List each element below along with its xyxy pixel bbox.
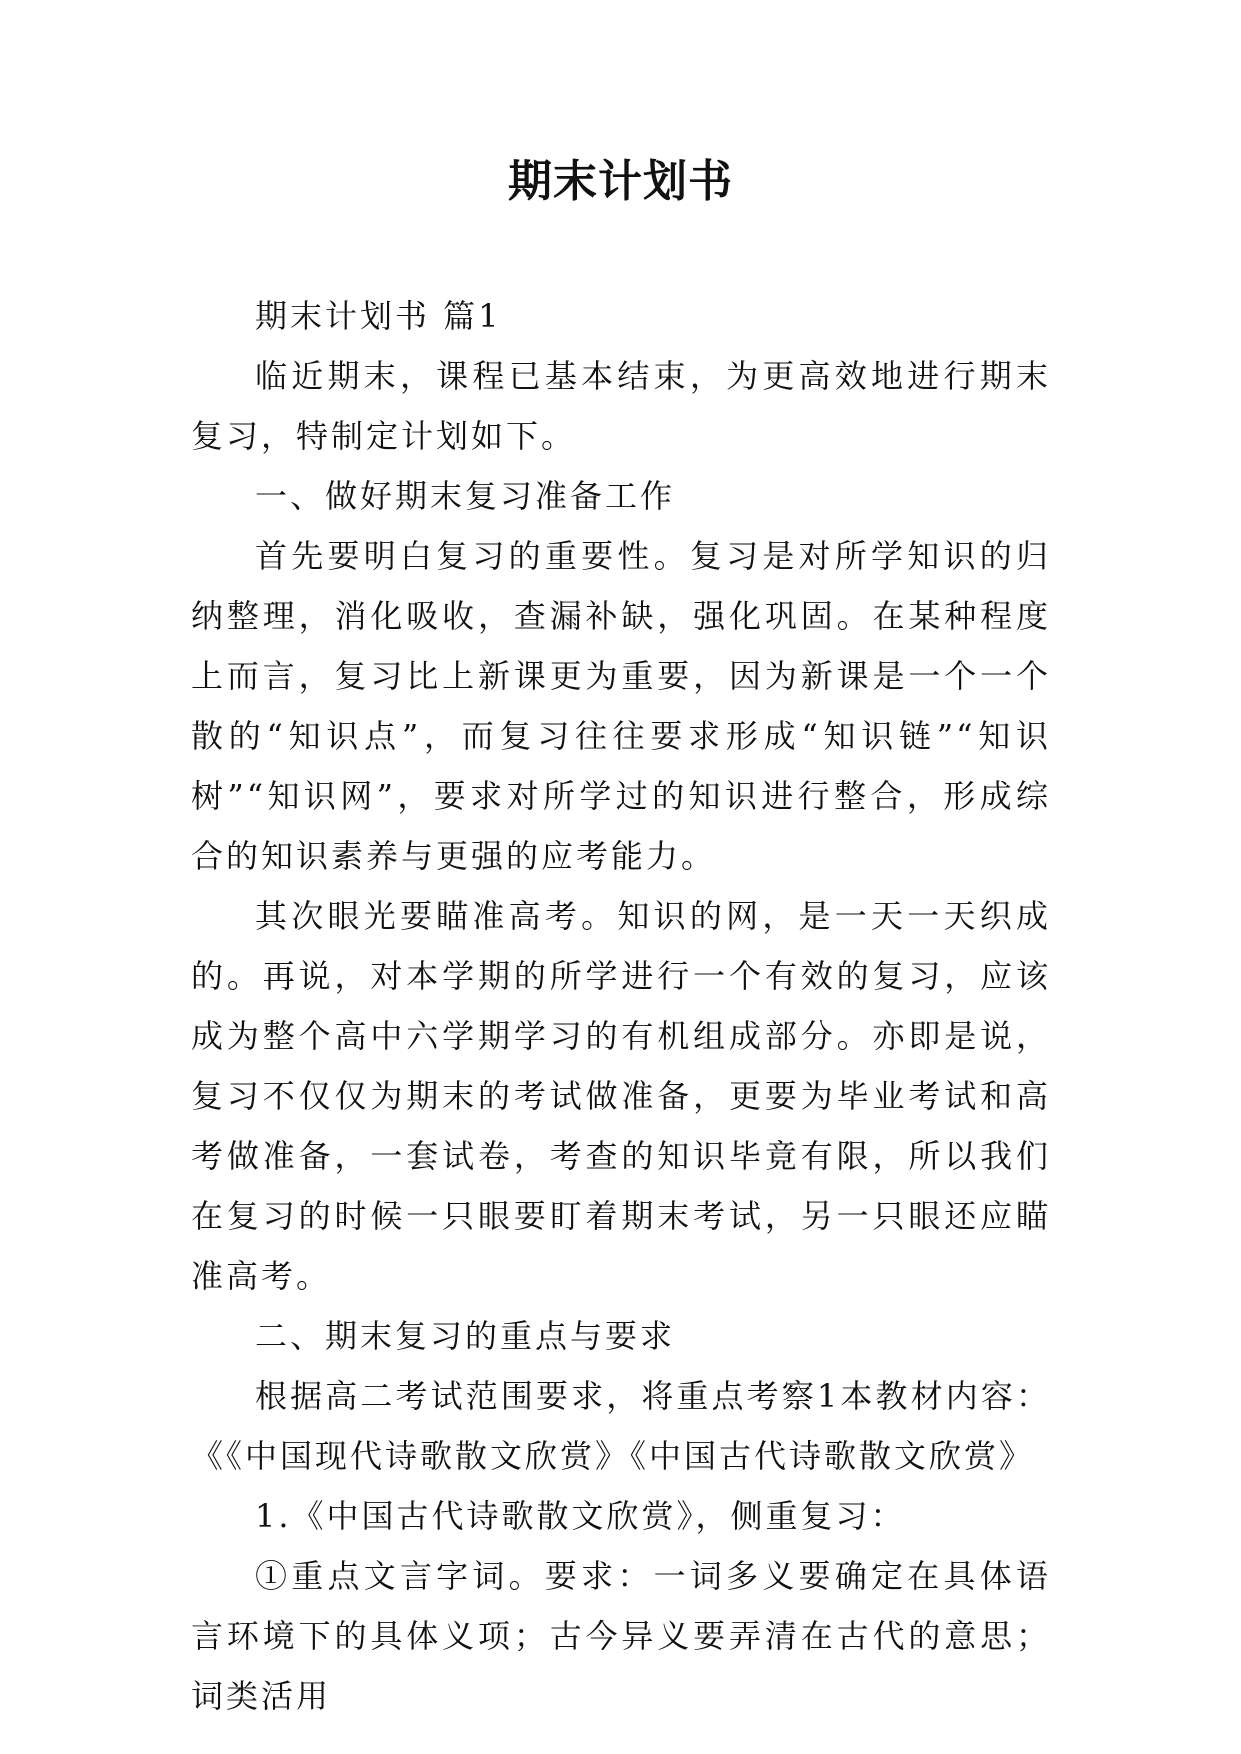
paragraph-scope: 根据高二考试范围要求，将重点考察1本教材内容：《《中国现代诗歌散文欣赏》《中国古代诗歌散文欣赏》 [191,1377,1051,1475]
document-body [191,286,1051,1726]
paragraph-gaokao: 其次眼光要瞄准高考。知识的网，是一天一天织成的。再说，对本学期的所学进行一个有效的复习，应该成为整个高中六学期学习的有机组成部分。亦即是说，复习不仅仅为期末的考试做准备，更要为毕业考试和高考做准备，一套试卷，考查的知识毕竟有限，所以我们在复习的时候一只眼要盯着期末考试，另一只眼还应瞄准高考。 [191,897,1051,1295]
paragraph-item-1: 1.《中国古代诗歌散文欣赏》，侧重复习： [255,1497,906,1535]
paragraph-section-heading: 期末计划书 篇1 [255,297,502,335]
paragraph-heading-2: 二、期末复习的重点与要求 [255,1317,676,1355]
document-title: 期末计划书 [508,156,733,207]
paragraph-intro: 临近期末，课程已基本结束，为更高效地进行期末复习，特制定计划如下。 [191,357,1051,455]
paragraph-heading-1: 一、做好期末复习准备工作 [255,477,676,515]
paragraph-importance: 首先要明白复习的重要性。复习是对所学知识的归纳整理，消化吸收，查漏补缺，强化巩固。在某种程度上而言，复习比上新课更为重要，因为新课是一个一个散的“知识点”，而复习往往要求形成“知识链”“知识树”“知识网”，要求对所学过的知识进行整合，形成综合的知识素养与更强的应考能力。 [191,537,1051,875]
paragraph-item-1-1: ①重点文言字词。要求：一词多义要确定在具体语言环境下的具体义项；古今异义要弄清在古代的意思；词类活用 [191,1557,1051,1715]
